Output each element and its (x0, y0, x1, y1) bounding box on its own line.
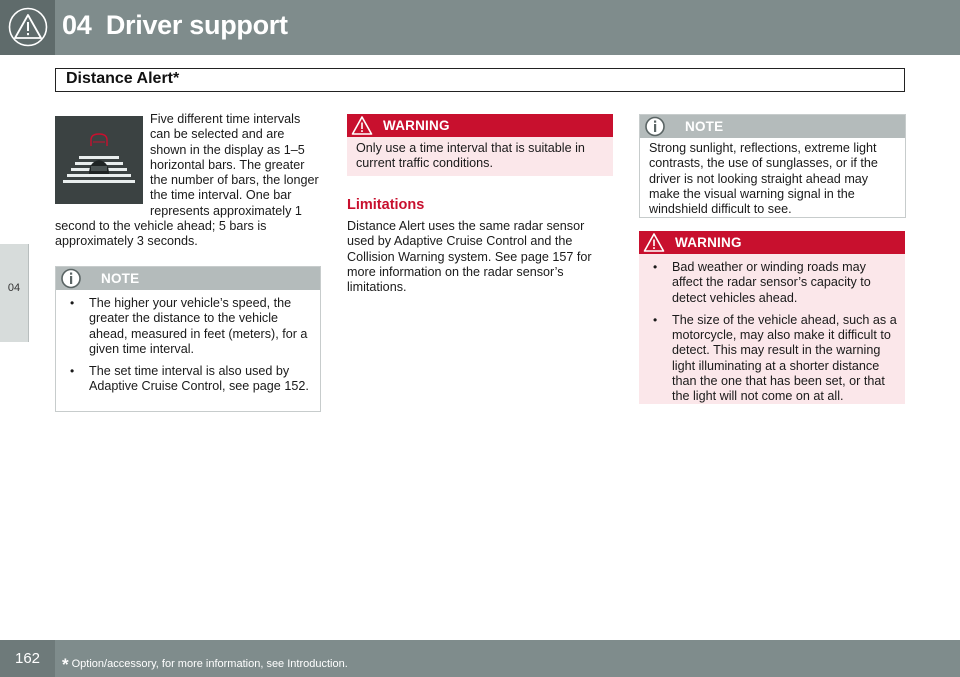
asterisk: * (62, 655, 69, 674)
limitations-heading: Limitations (347, 197, 425, 213)
chapter-number: 04 (62, 10, 92, 40)
page-number-box (0, 640, 55, 677)
note-box-speed (55, 266, 321, 412)
chapter-title (62, 10, 288, 41)
note-box-sunlight (639, 114, 906, 218)
warning-text: Only use a time interval that is suitable in current traffic conditions. (356, 141, 585, 171)
chapter-name: Driver support (105, 10, 288, 40)
intro-text: Five different time intervals can be selected and are shown in the display as 1–5 horizontal bars. The greater the number of bars, the longer the time interval. One bar represents approximately 1 second to the vehicle ahead; 5 bars is approximately 3 seconds. (55, 112, 319, 249)
chapter-header (0, 0, 960, 55)
warning-triangle-icon (8, 7, 48, 47)
list-item: • The size of the vehicle ahead, such as a motorcycle, may also make it difficult to detect. This may result in the warning light illuminating at a shorter distance than the one that has been set, or that the light will not come on at all. (653, 312, 897, 404)
note-heading: NOTE (101, 271, 140, 286)
warning-triangle-icon (643, 232, 665, 253)
list-item: • The set time interval is also used by Adaptive Cruise Control, see page 152. (70, 364, 309, 394)
footer-note-text: Option/accessory, for more information, see Introduction. (71, 658, 348, 670)
list-item: • The higher your vehicle’s speed, the greater the distance to the vehicle ahead, measured in feet (meters), for a given time interval. (70, 296, 308, 356)
warning-triangle-icon (351, 115, 373, 136)
image-spacer (55, 112, 150, 208)
info-circle-icon (644, 116, 666, 137)
info-circle-icon (60, 268, 82, 289)
warning-box-weather (639, 231, 905, 404)
note-header (640, 115, 905, 138)
warning-header (639, 231, 905, 254)
page-footer (0, 640, 960, 677)
warning-heading: WARNING (383, 118, 450, 133)
footer-note (62, 652, 348, 672)
note-heading: NOTE (685, 119, 724, 134)
note-list (65, 296, 312, 395)
side-tab-label: 04 (7, 282, 21, 294)
warning-header (347, 114, 613, 137)
note-text: Strong sunlight, reflections, extreme light contrasts, the use of sunglasses, or if the driver is not looking straight ahead may make the visual warning signal in the windshield difficult to see. (649, 141, 878, 217)
section-title: Distance Alert* (66, 70, 180, 87)
chapter-side-tab (0, 244, 29, 342)
warning-list (648, 260, 897, 405)
header-icon-box (0, 0, 55, 55)
list-item: • Bad weather or winding roads may affect the radar sensor’s capacity to detect vehicles ahead. (653, 260, 871, 305)
warning-box-interval (347, 114, 613, 176)
page-number: 162 (14, 650, 41, 667)
intro-paragraph (55, 112, 323, 250)
warning-heading: WARNING (675, 235, 742, 250)
section-bar (55, 68, 905, 92)
limitations-text: Distance Alert uses the same radar sensor used by Adaptive Cruise Control and the Collision Warning system. See page 157 for more information on the radar sensor’s limitations. (347, 219, 592, 295)
note-header (56, 267, 320, 290)
